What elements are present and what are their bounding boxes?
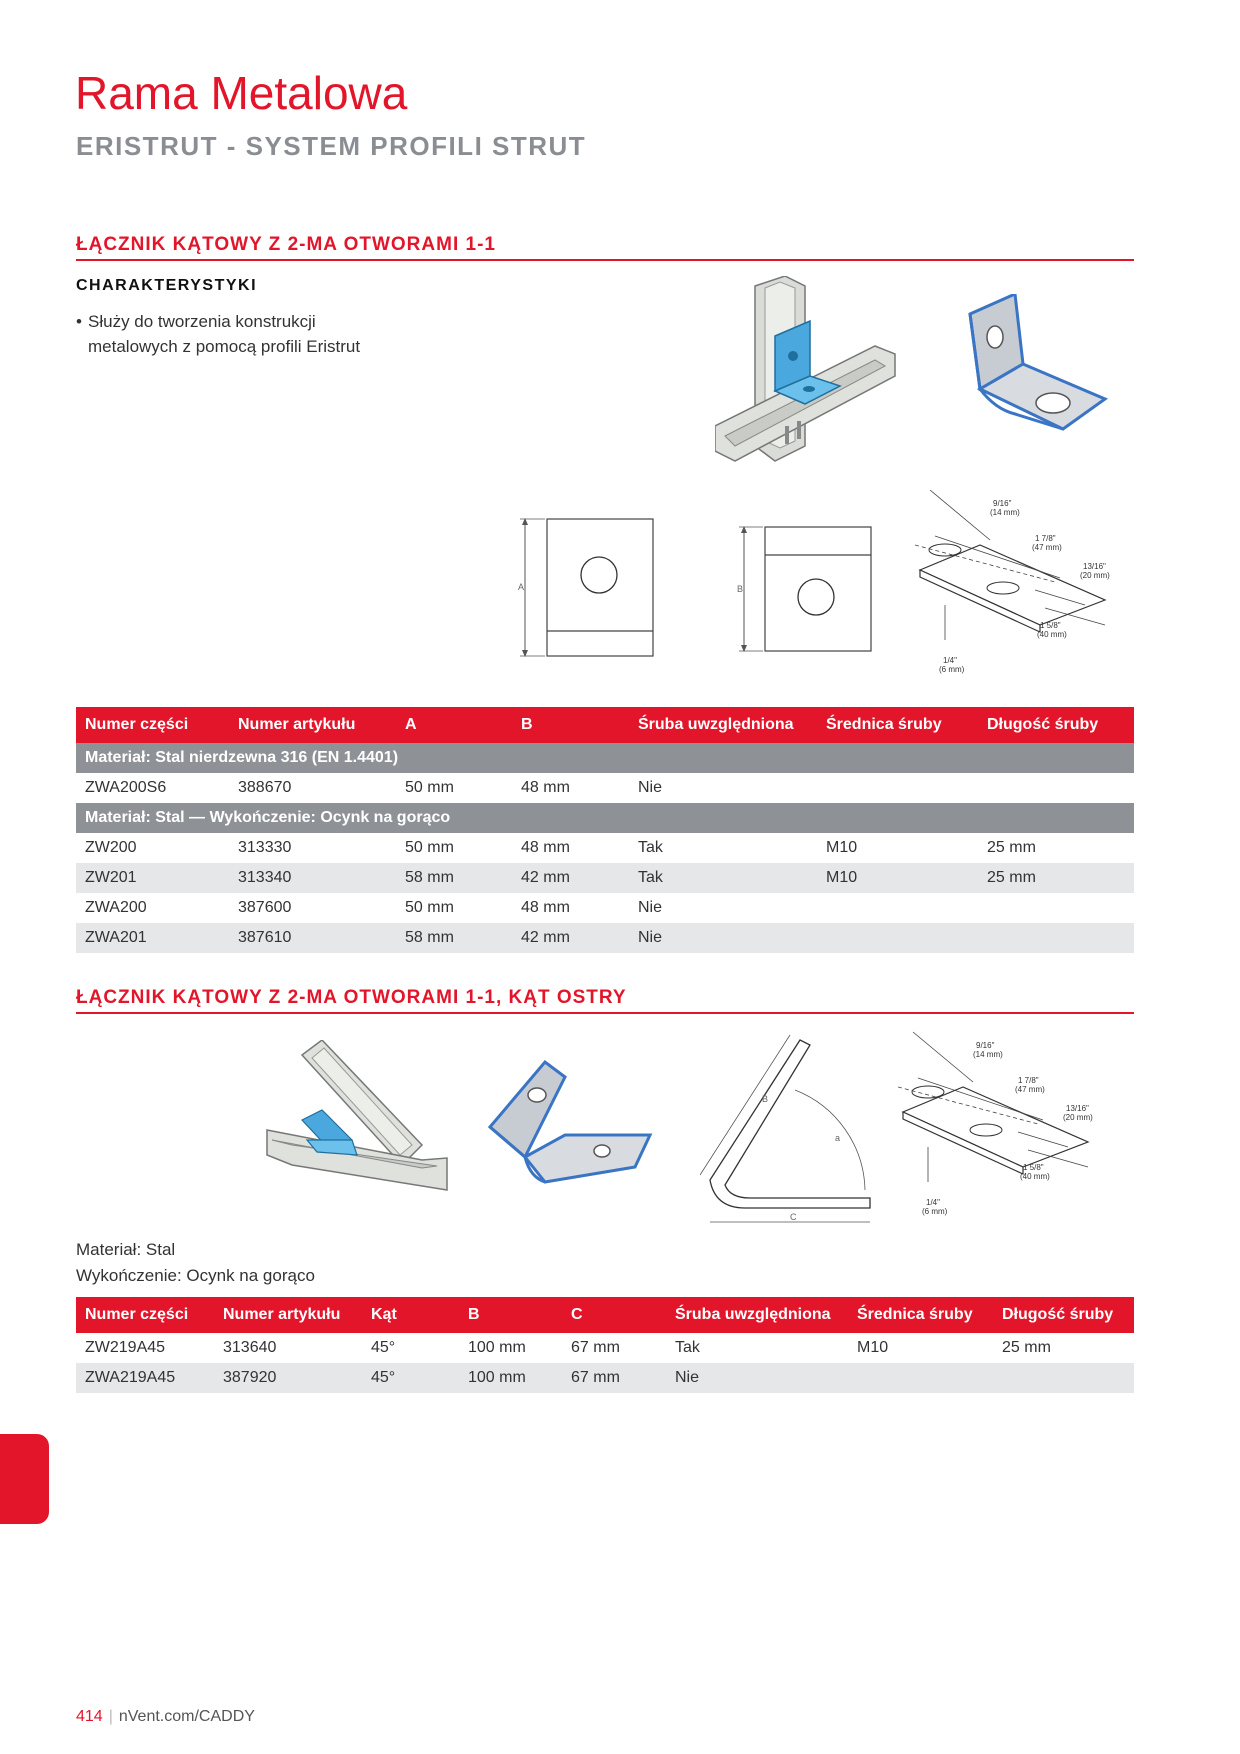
iso2-d3: 13/16"	[1066, 1104, 1089, 1113]
cell	[848, 1363, 993, 1393]
col-header: Średnica śruby	[817, 707, 978, 743]
cell: Tak	[638, 839, 663, 856]
cell: ZW219A45	[85, 1339, 166, 1356]
section1-title: ŁĄCZNIK KĄTOWY Z 2-MA OTWORAMI 1-1	[76, 234, 496, 255]
cell: Nie	[666, 1363, 848, 1393]
cell: 48 mm	[521, 899, 570, 916]
table-row	[76, 1333, 1134, 1363]
cell: M10	[826, 839, 858, 856]
cell: 42 mm	[512, 863, 629, 893]
cell: 25 mm	[978, 863, 1134, 893]
footer-separator: |	[108, 1708, 113, 1725]
col-header: Numer artykułu	[214, 1297, 362, 1333]
dimension-drawing-b	[730, 525, 875, 655]
section1-divider	[76, 259, 1134, 261]
cell: 313640	[223, 1339, 277, 1356]
cell: 50 mm	[405, 839, 454, 856]
cell: 45°	[371, 1339, 396, 1356]
col-header: C	[562, 1297, 666, 1333]
iso2-d4mm: (40 mm)	[1020, 1172, 1050, 1181]
cell: 67 mm	[562, 1363, 666, 1393]
iso1-d5mm: (6 mm)	[939, 665, 965, 674]
assembly-product-image	[715, 276, 915, 476]
page-footer	[76, 1708, 255, 1726]
cell: Nie	[638, 779, 663, 796]
cell: ZW200	[85, 839, 137, 856]
page-subtitle: ERISTRUT - SYSTEM PROFILI STRUT	[76, 131, 587, 161]
cell: 58 mm	[396, 923, 512, 953]
bullet-text: Służy do tworzenia konstrukcji metalowych z pomocą profili Eristrut	[88, 312, 361, 356]
cell: 48 mm	[521, 839, 570, 856]
footer-link[interactable]: nVent.com/CADDY	[118, 1708, 255, 1725]
col-header: Śruba uwzględniona	[629, 707, 817, 743]
iso2-d3mm: (20 mm)	[1063, 1113, 1093, 1122]
cell: Tak	[675, 1339, 700, 1356]
table-row	[76, 1363, 1134, 1393]
cell: Nie	[638, 899, 663, 916]
characteristics-title: CHARAKTERYSTYKI	[76, 277, 258, 294]
material-row	[76, 803, 1134, 833]
col-header: B	[512, 707, 629, 743]
cell	[978, 773, 1134, 803]
col-header: Średnica śruby	[848, 1297, 993, 1333]
cell	[817, 893, 978, 923]
cell: 50 mm	[405, 899, 454, 916]
cell: 313330	[238, 839, 292, 856]
iso2-d2: 1 7/8"	[1018, 1076, 1039, 1085]
cell: 58 mm	[396, 863, 512, 893]
table-row	[76, 773, 1134, 803]
cell: 100 mm	[468, 1339, 526, 1356]
cell: ZWA200	[85, 899, 147, 916]
col-header: B	[459, 1297, 562, 1333]
cell: Nie	[629, 923, 817, 953]
spec-table-2	[76, 1297, 1134, 1393]
iso1-d4mm: (40 mm)	[1037, 630, 1067, 639]
cell	[993, 1363, 1134, 1393]
cell: 67 mm	[571, 1339, 620, 1356]
iso2-d2mm: (47 mm)	[1015, 1085, 1045, 1094]
cell: ZWA201	[76, 923, 229, 953]
table-row	[76, 863, 1134, 893]
iso1-d2: 1 7/8"	[1035, 534, 1056, 543]
iso2-d1: 9/16"	[976, 1041, 995, 1050]
iso1-d1: 9/16"	[993, 499, 1012, 508]
col-header: Numer części	[76, 1297, 214, 1333]
dim-b-label: B	[736, 584, 744, 594]
side-chapter-tab	[0, 1434, 49, 1524]
dim-a-label: A	[517, 582, 525, 592]
cell: 25 mm	[1002, 1339, 1051, 1356]
iso1-d4: 1 5/8"	[1040, 621, 1061, 630]
iso1-d3mm: (20 mm)	[1080, 571, 1110, 580]
material-row	[76, 743, 1134, 773]
cell	[978, 923, 1134, 953]
cell: 45°	[362, 1363, 459, 1393]
iso1-d1mm: (14 mm)	[990, 508, 1020, 517]
page-title: Rama Metalowa	[75, 67, 408, 119]
iso2-d5: 1/4"	[926, 1198, 940, 1207]
bullet-dot-icon: •	[76, 312, 82, 331]
cell: 313340	[229, 863, 396, 893]
acute-assembly-product-image	[262, 1040, 452, 1210]
iso2-d4: 1 5/8"	[1023, 1163, 1044, 1172]
iso1-d3: 13/16"	[1083, 562, 1106, 571]
col-header: Śruba uwzględniona	[666, 1297, 848, 1333]
acute-bracket-product-image	[485, 1057, 655, 1197]
cell: Tak	[629, 863, 817, 893]
page-number: 414	[76, 1708, 103, 1725]
iso2-d5mm: (6 mm)	[922, 1207, 948, 1216]
cell: 48 mm	[521, 779, 570, 796]
col-header: Długość śruby	[993, 1297, 1134, 1333]
cell: 387610	[229, 923, 396, 953]
characteristics-bullet	[76, 309, 376, 359]
acute-c-label: C	[790, 1212, 797, 1222]
col-header: Kąt	[362, 1297, 459, 1333]
cell: 388670	[238, 779, 292, 796]
iso2-d1mm: (14 mm)	[973, 1050, 1003, 1059]
isometric-dimension-drawing-1	[915, 490, 1125, 675]
material-text: Materiał: Stal	[76, 1240, 176, 1259]
cell: 387600	[238, 899, 292, 916]
col-header: Numer artykułu	[229, 707, 396, 743]
finish-text: Wykończenie: Ocynk na gorąco	[76, 1266, 315, 1285]
cell: ZW201	[76, 863, 229, 893]
cell	[978, 893, 1134, 923]
material-label: Materiał: Stal — Wykończenie: Ocynk na gorąco	[76, 803, 1134, 833]
acute-dimension-drawing	[700, 1030, 880, 1230]
isometric-dimension-drawing-2	[898, 1027, 1108, 1217]
cell: ZWA200S6	[85, 779, 167, 796]
table-header-row	[76, 1297, 1134, 1333]
iso1-d5: 1/4"	[943, 656, 957, 665]
table-row	[76, 923, 1134, 953]
angle-bracket-product-image	[945, 294, 1110, 469]
section2-divider	[76, 1012, 1134, 1014]
cell: ZWA219A45	[76, 1363, 214, 1393]
col-header: Numer części	[76, 707, 229, 743]
table-header-row	[76, 707, 1134, 743]
cell: 50 mm	[405, 779, 454, 796]
col-header: A	[396, 707, 512, 743]
cell	[817, 773, 978, 803]
material-label: Materiał: Stal nierdzewna 316 (EN 1.4401)	[76, 743, 1134, 773]
table-row	[76, 893, 1134, 923]
cell: M10	[817, 863, 978, 893]
spec-table-1	[76, 707, 1134, 953]
cell: 387920	[214, 1363, 362, 1393]
cell	[817, 923, 978, 953]
acute-angle-label: a	[835, 1133, 841, 1143]
cell: 100 mm	[459, 1363, 562, 1393]
cell: M10	[857, 1339, 889, 1356]
acute-b-label: B	[762, 1094, 769, 1104]
table-row	[76, 833, 1134, 863]
cell: 25 mm	[987, 839, 1036, 856]
cell: 42 mm	[512, 923, 629, 953]
dimension-drawing-a	[510, 515, 660, 660]
iso1-d2mm: (47 mm)	[1032, 543, 1062, 552]
col-header: Długość śruby	[978, 707, 1134, 743]
section2-title: ŁĄCZNIK KĄTOWY Z 2-MA OTWORAMI 1-1, KĄT OSTRY	[76, 987, 627, 1008]
